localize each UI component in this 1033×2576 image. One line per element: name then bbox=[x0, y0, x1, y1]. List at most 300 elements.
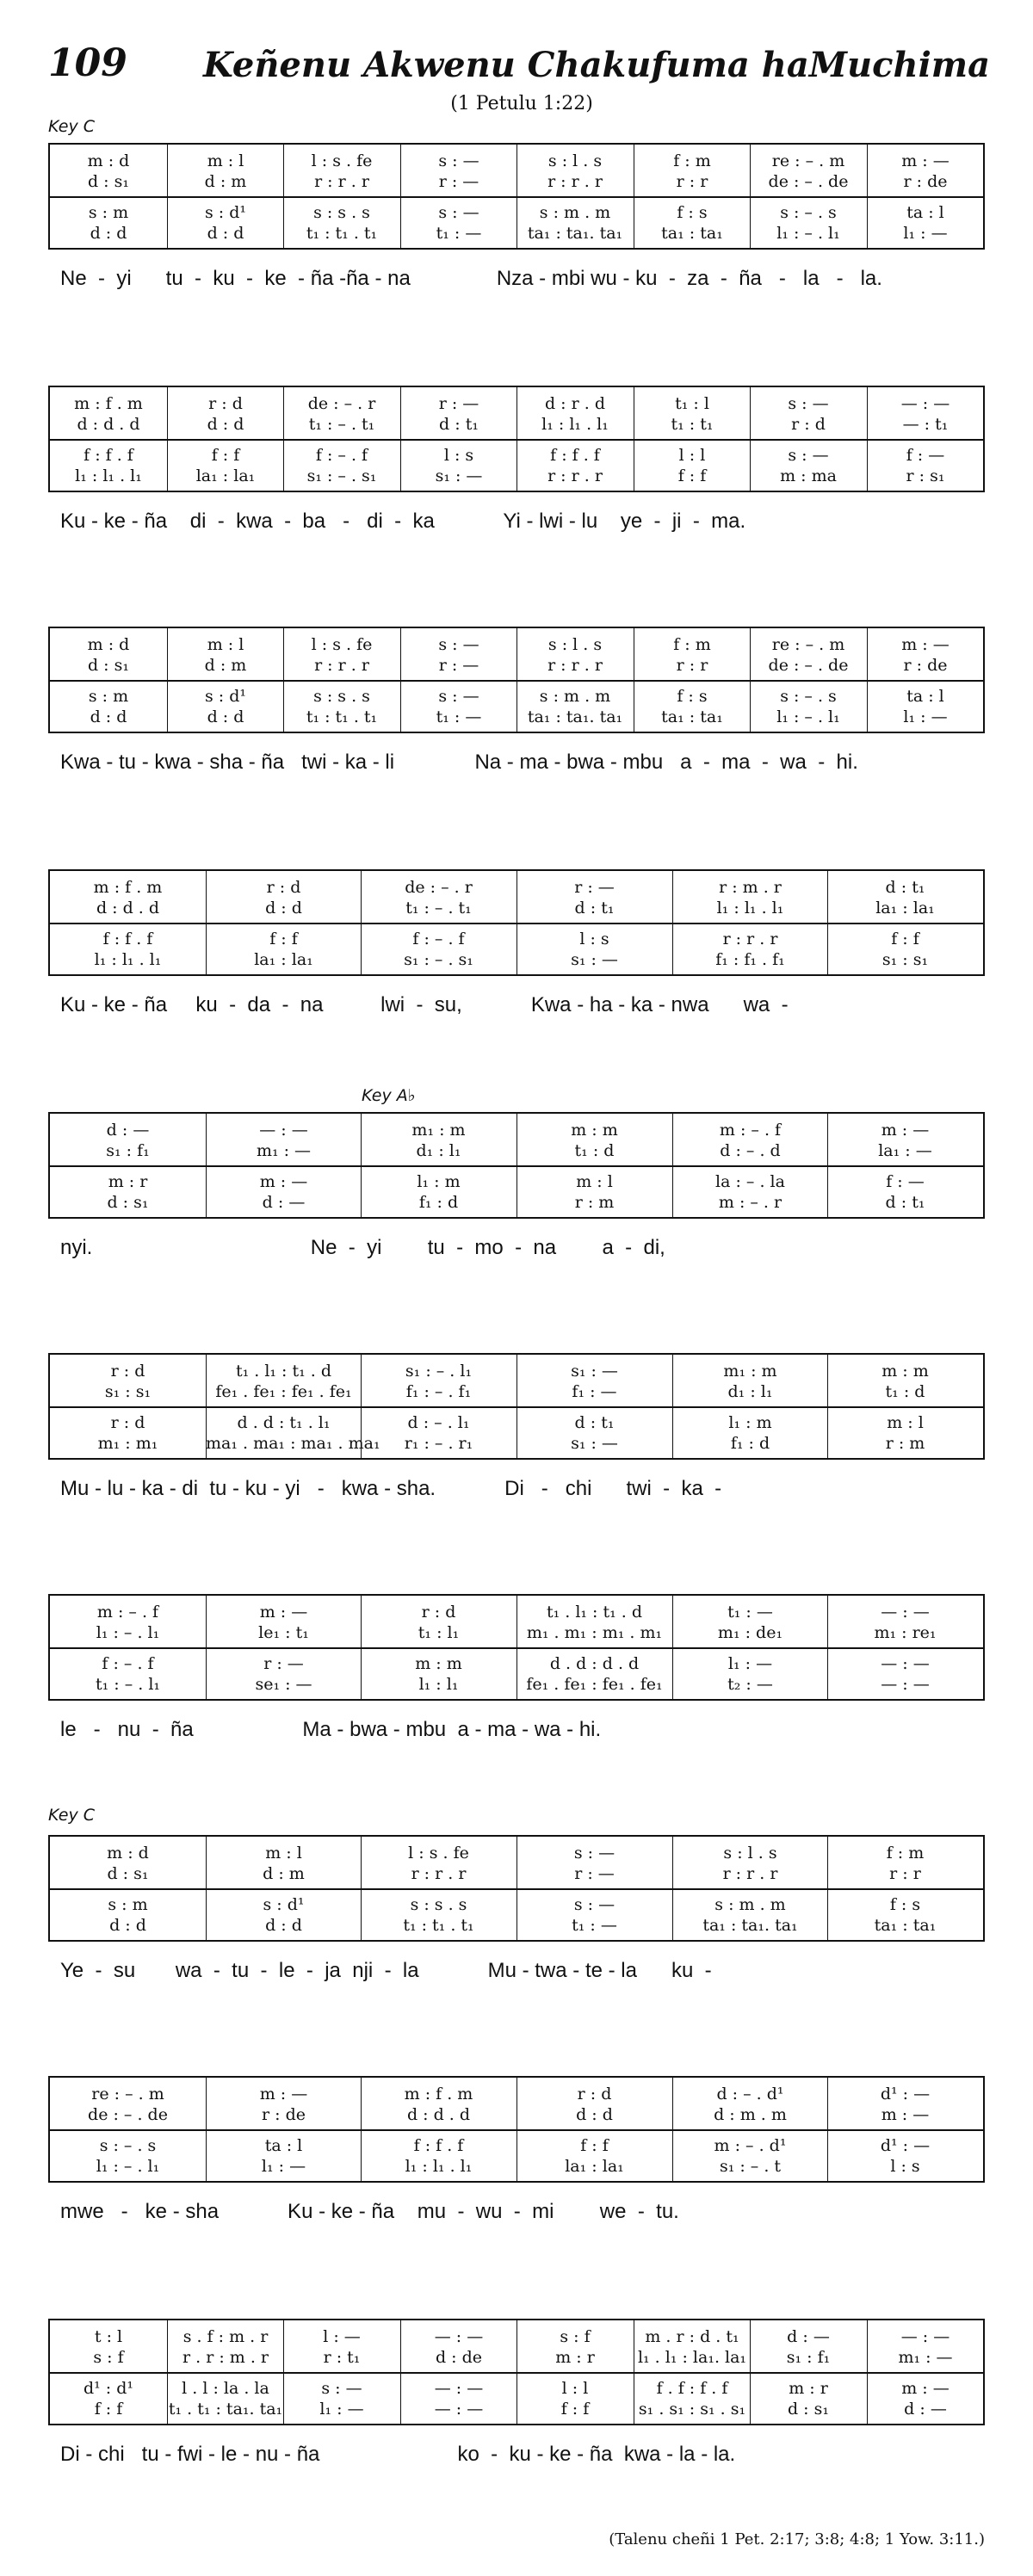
solfa-cell: m₁ : re₁ bbox=[874, 1623, 937, 1642]
solfa-cell: r : r . r bbox=[722, 1864, 778, 1883]
solfa-cell: s : d¹ bbox=[204, 203, 246, 222]
solfa-cell: d : m bbox=[204, 172, 247, 191]
solfa-cell: s : l . s bbox=[547, 151, 603, 170]
solfa-cell: s : — bbox=[321, 2379, 362, 2398]
solfa-cell: m : — bbox=[901, 151, 949, 170]
solfa-cell: m : l bbox=[265, 1844, 302, 1863]
solfa-cell: s : s . s bbox=[313, 203, 370, 222]
solfa-cell: l₁ : l₁ . l₁ bbox=[716, 899, 784, 917]
solfa-cell: s : — bbox=[438, 687, 479, 706]
solfa-cell: t₁ : d bbox=[574, 1141, 615, 1160]
solfa-cell: l : l bbox=[561, 2379, 589, 2398]
solfa-cell: d : m bbox=[263, 1864, 305, 1883]
voice-row bbox=[50, 1171, 983, 1193]
key-signature: Key C bbox=[48, 117, 96, 136]
solfa-cell: m : — bbox=[901, 2379, 949, 2398]
solfa-cell: la : – . la bbox=[715, 1172, 785, 1191]
solfa-cell: l₁ : l₁ . l₁ bbox=[75, 466, 142, 485]
solfa-cell: la₁ : — bbox=[878, 1141, 932, 1160]
footnote: (Talenu cheñi 1 Pet. 2:17; 3:8; 4:8; 1 Yow. 3:11.) bbox=[609, 2530, 985, 2548]
solfa-cell: f₁ : — bbox=[572, 1382, 617, 1401]
solfa-cell: f₁ : f₁ . f₁ bbox=[715, 950, 785, 969]
hymn-number: 109 bbox=[48, 41, 127, 85]
solfa-cell: s : f bbox=[93, 2348, 124, 2367]
voice-row bbox=[50, 633, 983, 656]
solfa-cell: d : — bbox=[787, 2327, 830, 2346]
solfa-cell: t₁ . l₁ : t₁ . d bbox=[235, 1362, 332, 1381]
solfa-cell: r : r bbox=[676, 172, 708, 191]
solfa-cell: f : m bbox=[673, 151, 711, 170]
solfa-cell: m : l bbox=[207, 635, 244, 654]
music-staff bbox=[48, 2319, 985, 2425]
solfa-cell: d : s₁ bbox=[87, 656, 129, 675]
solfa-cell: r : d bbox=[266, 878, 301, 897]
music-staff bbox=[48, 869, 985, 976]
solfa-cell: m₁ : de₁ bbox=[717, 1623, 783, 1642]
solfa-cell: ta₁ : ta₁ bbox=[874, 1916, 937, 1935]
solfa-cell: d : m . m bbox=[714, 2105, 787, 2124]
solfa-cell: f : — bbox=[906, 446, 945, 465]
voice-row bbox=[50, 2346, 983, 2369]
voice-row bbox=[50, 948, 983, 971]
solfa-cell: t₁ : – . t₁ bbox=[308, 415, 375, 434]
solfa-cell: — : — bbox=[434, 2379, 484, 2398]
solfa-cell: s : s . s bbox=[410, 1895, 467, 1914]
solfa-cell: s : d¹ bbox=[263, 1895, 305, 1914]
lyrics-line: Ye - su wa - tu - le - ja nji - la Mu - twa - te - la ku - bbox=[60, 1959, 712, 1982]
solfa-cell: f : – . f bbox=[412, 930, 465, 948]
solfa-cell: la₁ : la₁ bbox=[195, 466, 256, 485]
solfa-cell: t : l bbox=[94, 2327, 123, 2346]
solfa-cell: ta₁ : ta₁. ta₁ bbox=[527, 707, 623, 726]
solfa-cell: m : m bbox=[571, 1121, 618, 1140]
solfa-cell: l . l : la . la bbox=[182, 2379, 269, 2398]
lyrics-line: nyi. Ne - yi tu - mo - na a - di, bbox=[60, 1236, 665, 1259]
solfa-cell: m : d bbox=[107, 1844, 149, 1863]
solfa-cell: r : d bbox=[110, 1413, 145, 1432]
solfa-cell: s₁ : — bbox=[571, 1434, 618, 1453]
solfa-cell: f₁ : – . f₁ bbox=[405, 1382, 472, 1401]
solfa-cell: d : t₁ bbox=[574, 899, 615, 917]
lyrics-line: Ku - ke - ña ku - da - na lwi - su, Kwa - ha - ka - nwa wa - bbox=[60, 993, 789, 1016]
solfa-cell: l : s bbox=[890, 2157, 920, 2176]
solfa-cell: ta : l bbox=[264, 2136, 303, 2155]
voice-row bbox=[50, 1412, 983, 1434]
solfa-cell: r : — bbox=[438, 656, 479, 675]
solfa-cell: l₁ : l₁ . l₁ bbox=[94, 950, 162, 969]
solfa-cell: f : s bbox=[889, 1895, 921, 1914]
voice-row bbox=[50, 1652, 983, 1675]
solfa-cell: m : l bbox=[576, 1172, 613, 1191]
solfa-cell: d : d bbox=[207, 415, 244, 434]
solfa-cell: l₁ : l₁ . l₁ bbox=[405, 2157, 473, 2176]
lyrics-line: Kwa - tu - kwa - sha - ña twi - ka - li Na - ma - bwa - mbu a - ma - wa - hi. bbox=[60, 751, 858, 774]
solfa-cell: s₁ : — bbox=[571, 1362, 618, 1381]
key-signature: Key C bbox=[48, 1806, 96, 1825]
solfa-cell: l₁ : l₁ . l₁ bbox=[541, 415, 609, 434]
solfa-cell: m : l bbox=[207, 151, 244, 170]
solfa-cell: m : – . r bbox=[718, 1193, 782, 1212]
solfa-cell: r : s₁ bbox=[906, 466, 945, 485]
solfa-cell: l : — bbox=[323, 2327, 361, 2346]
solfa-cell: d : — bbox=[262, 1193, 306, 1212]
solfa-cell: t₁ . t₁ : ta₁. ta₁ bbox=[168, 2400, 283, 2418]
solfa-cell: f . f : f . f bbox=[656, 2379, 728, 2398]
solfa-cell: r : d bbox=[421, 1603, 456, 1622]
solfa-cell: d . d : t₁ . l₁ bbox=[237, 1413, 331, 1432]
lyrics-line: Mu - lu - ka - di tu - ku - yi - kwa - sha. Di - chi twi - ka - bbox=[60, 1477, 722, 1500]
key-signature: Key A♭ bbox=[362, 1086, 416, 1105]
solfa-cell: f : s bbox=[677, 203, 708, 222]
solfa-cell: s : s . s bbox=[313, 687, 370, 706]
solfa-cell: r : de bbox=[903, 656, 948, 675]
solfa-cell: m : — bbox=[881, 2105, 930, 2124]
solfa-cell: l₁ : — bbox=[261, 2157, 306, 2176]
solfa-cell: s₁ : – . t bbox=[719, 2157, 782, 2176]
solfa-cell: s₁ : — bbox=[571, 950, 618, 969]
voice-row bbox=[50, 170, 983, 193]
solfa-cell: r : de bbox=[903, 172, 948, 191]
solfa-cell: m . r : d . t₁ bbox=[645, 2327, 739, 2346]
solfa-cell: f : f . f bbox=[84, 446, 133, 465]
solfa-cell: d : d . d bbox=[77, 415, 140, 434]
solfa-cell: d : r . d bbox=[544, 394, 605, 413]
lyrics-line: Ne - yi tu - ku - ke - ña -ña - na Nza - mbi wu - ku - za - ña - la - la. bbox=[60, 267, 882, 290]
solfa-cell: d₁ : l₁ bbox=[727, 1382, 773, 1401]
solfa-cell: s : — bbox=[573, 1844, 615, 1863]
solfa-cell: r : r bbox=[676, 656, 708, 675]
solfa-cell: d : — bbox=[904, 2400, 947, 2418]
solfa-cell: — : t₁ bbox=[902, 415, 949, 434]
solfa-cell: l : s bbox=[443, 446, 474, 465]
solfa-cell: s : m bbox=[108, 1895, 148, 1914]
solfa-cell: s : — bbox=[438, 151, 479, 170]
solfa-cell: r : r . r bbox=[411, 1864, 467, 1883]
solfa-cell: m : — bbox=[259, 2085, 308, 2103]
solfa-cell: m : f . m bbox=[404, 2085, 473, 2103]
solfa-cell: s : — bbox=[573, 1895, 615, 1914]
solfa-cell: s : m . m bbox=[539, 203, 611, 222]
solfa-cell: re : – . m bbox=[771, 635, 845, 654]
solfa-cell: m₁ : — bbox=[256, 1141, 312, 1160]
solfa-cell: m : m bbox=[881, 1362, 929, 1381]
solfa-cell: f : – . f bbox=[315, 446, 368, 465]
solfa-cell: l₁ : — bbox=[319, 2400, 364, 2418]
solfa-cell: — : — bbox=[881, 1675, 930, 1694]
solfa-cell: l₁ : m bbox=[417, 1172, 461, 1191]
voice-row bbox=[50, 222, 983, 244]
solfa-cell: d₁ : l₁ bbox=[416, 1141, 461, 1160]
solfa-cell: s₁ . s₁ : s₁ . s₁ bbox=[638, 2400, 746, 2418]
solfa-cell: t₁ . l₁ : t₁ . d bbox=[546, 1603, 643, 1622]
solfa-cell: r . r : m . r bbox=[182, 2348, 269, 2367]
solfa-cell: ta₁ : ta₁. ta₁ bbox=[527, 224, 623, 243]
solfa-cell: d : t₁ bbox=[574, 1413, 615, 1432]
solfa-cell: r : m bbox=[885, 1434, 925, 1453]
solfa-cell: m : — bbox=[901, 635, 949, 654]
solfa-cell: t₁ : t₁ . t₁ bbox=[306, 224, 378, 243]
voice-row bbox=[50, 1360, 983, 1382]
solfa-cell: — : — bbox=[434, 2400, 484, 2418]
solfa-cell: r : r bbox=[889, 1864, 921, 1883]
solfa-cell: l : s . fe bbox=[311, 635, 373, 654]
solfa-cell: r : r . r bbox=[547, 172, 603, 191]
music-staff bbox=[48, 1835, 985, 1942]
solfa-cell: l₁ : – . l₁ bbox=[776, 707, 840, 726]
solfa-cell: t₁ : — bbox=[436, 707, 482, 726]
solfa-cell: l : s . fe bbox=[408, 1844, 469, 1863]
solfa-cell: f : f . f bbox=[102, 930, 153, 948]
solfa-cell: de : – . r bbox=[307, 394, 376, 413]
solfa-cell: fe₁ . fe₁ : fe₁ . fe₁ bbox=[526, 1675, 663, 1694]
solfa-cell: s₁ : — bbox=[435, 466, 483, 485]
solfa-cell: d : d . d bbox=[96, 899, 160, 917]
solfa-cell: s₁ : s₁ bbox=[881, 950, 929, 969]
solfa-cell: l₁ : – . l₁ bbox=[96, 2157, 160, 2176]
voice-row bbox=[50, 444, 983, 466]
solfa-cell: t₁ : – . t₁ bbox=[405, 899, 472, 917]
solfa-cell: l₁ : – . l₁ bbox=[776, 224, 840, 243]
solfa-cell: ta₁ : ta₁ bbox=[661, 707, 723, 726]
solfa-cell: de : – . de bbox=[768, 656, 849, 675]
music-staff bbox=[48, 1353, 985, 1460]
solfa-cell: t₁ : l bbox=[675, 394, 709, 413]
voice-row bbox=[50, 465, 983, 487]
solfa-cell: la₁ : la₁ bbox=[565, 2157, 624, 2176]
solfa-cell: le₁ : t₁ bbox=[258, 1623, 309, 1642]
solfa-cell: m₁ : — bbox=[898, 2348, 953, 2367]
solfa-cell: la₁ : la₁ bbox=[254, 950, 313, 969]
solfa-cell: r : r . r bbox=[547, 466, 603, 485]
voice-row bbox=[50, 897, 983, 919]
solfa-cell: s : l . s bbox=[547, 635, 603, 654]
solfa-cell: l : l bbox=[678, 446, 706, 465]
voice-row bbox=[50, 1140, 983, 1162]
solfa-cell: s : — bbox=[438, 203, 479, 222]
solfa-cell: f : f bbox=[560, 2400, 590, 2418]
solfa-cell: t₁ : t₁ bbox=[671, 415, 714, 434]
solfa-cell: s : m . m bbox=[714, 1895, 786, 1914]
solfa-cell: r : d bbox=[208, 394, 243, 413]
solfa-cell: s : f bbox=[560, 2327, 591, 2346]
solfa-cell: — : — bbox=[881, 1654, 930, 1673]
solfa-cell: r : r . r bbox=[314, 656, 369, 675]
solfa-cell: la₁ : la₁ bbox=[875, 899, 935, 917]
solfa-cell: d : d bbox=[109, 1916, 146, 1935]
solfa-cell: d : d bbox=[265, 1916, 302, 1935]
hymn-title: Keñenu Akwenu Chakufuma haMuchima bbox=[203, 45, 991, 85]
voice-row bbox=[50, 2083, 983, 2105]
solfa-cell: d¹ : d¹ bbox=[83, 2379, 134, 2398]
solfa-cell: s : m bbox=[88, 203, 129, 222]
solfa-cell: s : — bbox=[438, 635, 479, 654]
solfa-cell: r : — bbox=[438, 172, 479, 191]
solfa-cell: s : — bbox=[788, 394, 829, 413]
solfa-cell: l₁ : m bbox=[728, 1413, 772, 1432]
solfa-cell: s : m . m bbox=[539, 687, 611, 706]
solfa-cell: m : r bbox=[108, 1172, 148, 1191]
solfa-cell: s₁ : – . s₁ bbox=[404, 950, 473, 969]
solfa-cell: d : d . d bbox=[406, 2105, 471, 2124]
solfa-cell: t₁ : — bbox=[727, 1603, 773, 1622]
solfa-cell: d : t₁ bbox=[439, 415, 479, 434]
solfa-cell: r : m . r bbox=[719, 878, 782, 897]
solfa-cell: r : — bbox=[263, 1654, 304, 1673]
solfa-cell: f₁ : d bbox=[730, 1434, 770, 1453]
solfa-cell: f : f bbox=[580, 2136, 609, 2155]
solfa-cell: f : f . f bbox=[550, 446, 600, 465]
voice-row bbox=[50, 392, 983, 415]
solfa-cell: s₁ : f₁ bbox=[786, 2348, 831, 2367]
music-staff bbox=[48, 1112, 985, 1219]
solfa-cell: f : — bbox=[886, 1172, 925, 1191]
solfa-cell: m₁ : m bbox=[411, 1121, 466, 1140]
solfa-cell: m : f . m bbox=[93, 878, 163, 897]
solfa-cell: de : – . de bbox=[768, 172, 849, 191]
solfa-cell: t₁ : t₁ . t₁ bbox=[403, 1916, 474, 1935]
solfa-cell: d : s₁ bbox=[107, 1193, 149, 1212]
solfa-cell: r : t₁ bbox=[323, 2348, 361, 2367]
voice-row bbox=[50, 1191, 983, 1214]
solfa-cell: r : d bbox=[791, 415, 826, 434]
solfa-cell: f : f bbox=[269, 930, 298, 948]
solfa-cell: d : — bbox=[106, 1121, 150, 1140]
voice-row bbox=[50, 1893, 983, 1916]
solfa-cell: r : r . r bbox=[314, 172, 369, 191]
solfa-cell: m : d bbox=[87, 151, 130, 170]
solfa-cell: d : s₁ bbox=[787, 2400, 829, 2418]
solfa-cell: m₁ . m₁ : m₁ . m₁ bbox=[526, 1623, 663, 1642]
solfa-cell: r : — bbox=[574, 1864, 615, 1883]
solfa-cell: t₁ : — bbox=[572, 1916, 617, 1935]
solfa-cell: s₁ : s₁ bbox=[104, 1382, 152, 1401]
solfa-cell: l₁ : — bbox=[727, 1654, 773, 1673]
solfa-cell: m : m bbox=[415, 1654, 462, 1673]
voice-row bbox=[50, 1622, 983, 1644]
solfa-cell: r : — bbox=[438, 394, 479, 413]
solfa-cell: f : f bbox=[94, 2400, 123, 2418]
solfa-cell: s : d¹ bbox=[204, 687, 246, 706]
solfa-cell: d : d bbox=[90, 707, 127, 726]
solfa-cell: s : m bbox=[88, 687, 129, 706]
solfa-cell: r : de bbox=[262, 2105, 306, 2124]
solfa-cell: f : m bbox=[673, 635, 711, 654]
solfa-cell: m : – . d¹ bbox=[714, 2136, 787, 2155]
solfa-cell: d . d : d . d bbox=[549, 1654, 640, 1673]
solfa-cell: l₁ : — bbox=[903, 224, 948, 243]
solfa-cell: m : r bbox=[789, 2379, 828, 2398]
solfa-cell: s : l . s bbox=[723, 1844, 777, 1863]
solfa-cell: m : f . m bbox=[74, 394, 143, 413]
voice-row bbox=[50, 2155, 983, 2178]
voice-row bbox=[50, 876, 983, 899]
solfa-cell: t₁ : – . l₁ bbox=[95, 1675, 161, 1694]
solfa-cell: s₁ : – . l₁ bbox=[405, 1362, 473, 1381]
solfa-cell: m : — bbox=[259, 1603, 308, 1622]
solfa-cell: t₁ : d bbox=[885, 1382, 925, 1401]
solfa-cell: ma₁ . ma₁ : ma₁ . ma₁ bbox=[206, 1434, 380, 1453]
solfa-cell: r : d bbox=[110, 1362, 145, 1381]
solfa-cell: f : s bbox=[677, 687, 708, 706]
lyrics-line: Ku - ke - ña di - kwa - ba - di - ka Yi - lwi - lu ye - ji - ma. bbox=[60, 510, 746, 533]
voice-row bbox=[50, 2103, 983, 2126]
solfa-cell: r₁ : – . r₁ bbox=[404, 1434, 473, 1453]
solfa-cell: se₁ : — bbox=[255, 1675, 312, 1694]
solfa-cell: d : t₁ bbox=[885, 878, 925, 897]
solfa-cell: s₁ : – . s₁ bbox=[306, 466, 377, 485]
voice-row bbox=[50, 1914, 983, 1937]
solfa-cell: f : f bbox=[891, 930, 919, 948]
solfa-cell: — : — bbox=[900, 394, 950, 413]
voice-row bbox=[50, 685, 983, 707]
solfa-cell: m : d bbox=[87, 635, 130, 654]
voice-row bbox=[50, 654, 983, 676]
solfa-cell: d : t₁ bbox=[885, 1193, 925, 1212]
solfa-cell: r : r . r bbox=[547, 656, 603, 675]
voice-row bbox=[50, 1673, 983, 1696]
solfa-cell: t₁ : — bbox=[436, 224, 482, 243]
voice-row bbox=[50, 1119, 983, 1141]
voice-row bbox=[50, 413, 983, 436]
voice-row bbox=[50, 1842, 983, 1864]
solfa-cell: d : de bbox=[435, 2348, 483, 2367]
music-staff bbox=[48, 1594, 985, 1701]
voice-row bbox=[50, 1601, 983, 1623]
solfa-cell: d : – . d¹ bbox=[716, 2085, 784, 2103]
solfa-cell: l₁ . l₁ : la₁. la₁ bbox=[637, 2348, 747, 2367]
solfa-cell: m : — bbox=[259, 1172, 308, 1191]
music-staff bbox=[48, 2076, 985, 2183]
solfa-cell: s₁ : f₁ bbox=[106, 1141, 150, 1160]
music-staff bbox=[48, 143, 985, 250]
voice-row bbox=[50, 2326, 983, 2348]
voice-row bbox=[50, 1381, 983, 1403]
solfa-cell: f : m bbox=[886, 1844, 925, 1863]
music-staff bbox=[48, 627, 985, 733]
solfa-cell: d : – . d bbox=[720, 1141, 781, 1160]
solfa-cell: d : d bbox=[576, 2105, 613, 2124]
solfa-cell: f₁ : d bbox=[418, 1193, 459, 1212]
hymn-header bbox=[48, 41, 995, 114]
solfa-cell: l : s . fe bbox=[311, 151, 373, 170]
solfa-cell: ta₁ : ta₁. ta₁ bbox=[702, 1916, 798, 1935]
voice-row bbox=[50, 2134, 983, 2157]
solfa-cell: fe₁ . fe₁ : fe₁ . fe₁ bbox=[215, 1382, 352, 1401]
scripture-reference: (1 Petulu 1:22) bbox=[450, 93, 593, 114]
solfa-cell: s : — bbox=[788, 446, 829, 465]
solfa-cell: m₁ : m₁ bbox=[97, 1434, 158, 1453]
voice-row bbox=[50, 150, 983, 172]
solfa-cell: d¹ : — bbox=[880, 2136, 931, 2155]
voice-row bbox=[50, 1432, 983, 1455]
solfa-cell: ta : l bbox=[906, 203, 944, 222]
solfa-cell: de : – . de bbox=[88, 2105, 168, 2124]
lyrics-line: mwe - ke - sha Ku - ke - ña mu - wu - mi we - tu. bbox=[60, 2200, 679, 2223]
solfa-cell: — : — bbox=[900, 2327, 950, 2346]
solfa-cell: m : — bbox=[881, 1121, 930, 1140]
solfa-cell: t₂ : — bbox=[727, 1675, 773, 1694]
solfa-cell: r : r . r bbox=[722, 930, 778, 948]
solfa-cell: r : — bbox=[574, 878, 615, 897]
solfa-cell: m : r bbox=[555, 2348, 595, 2367]
voice-row bbox=[50, 2377, 983, 2400]
solfa-cell: d : – . l₁ bbox=[407, 1413, 470, 1432]
solfa-cell: m : ma bbox=[780, 466, 837, 485]
solfa-cell: d : s₁ bbox=[87, 172, 129, 191]
voice-row bbox=[50, 928, 983, 950]
solfa-cell: r : m bbox=[574, 1193, 615, 1212]
solfa-cell: m : – . f bbox=[96, 1603, 159, 1622]
